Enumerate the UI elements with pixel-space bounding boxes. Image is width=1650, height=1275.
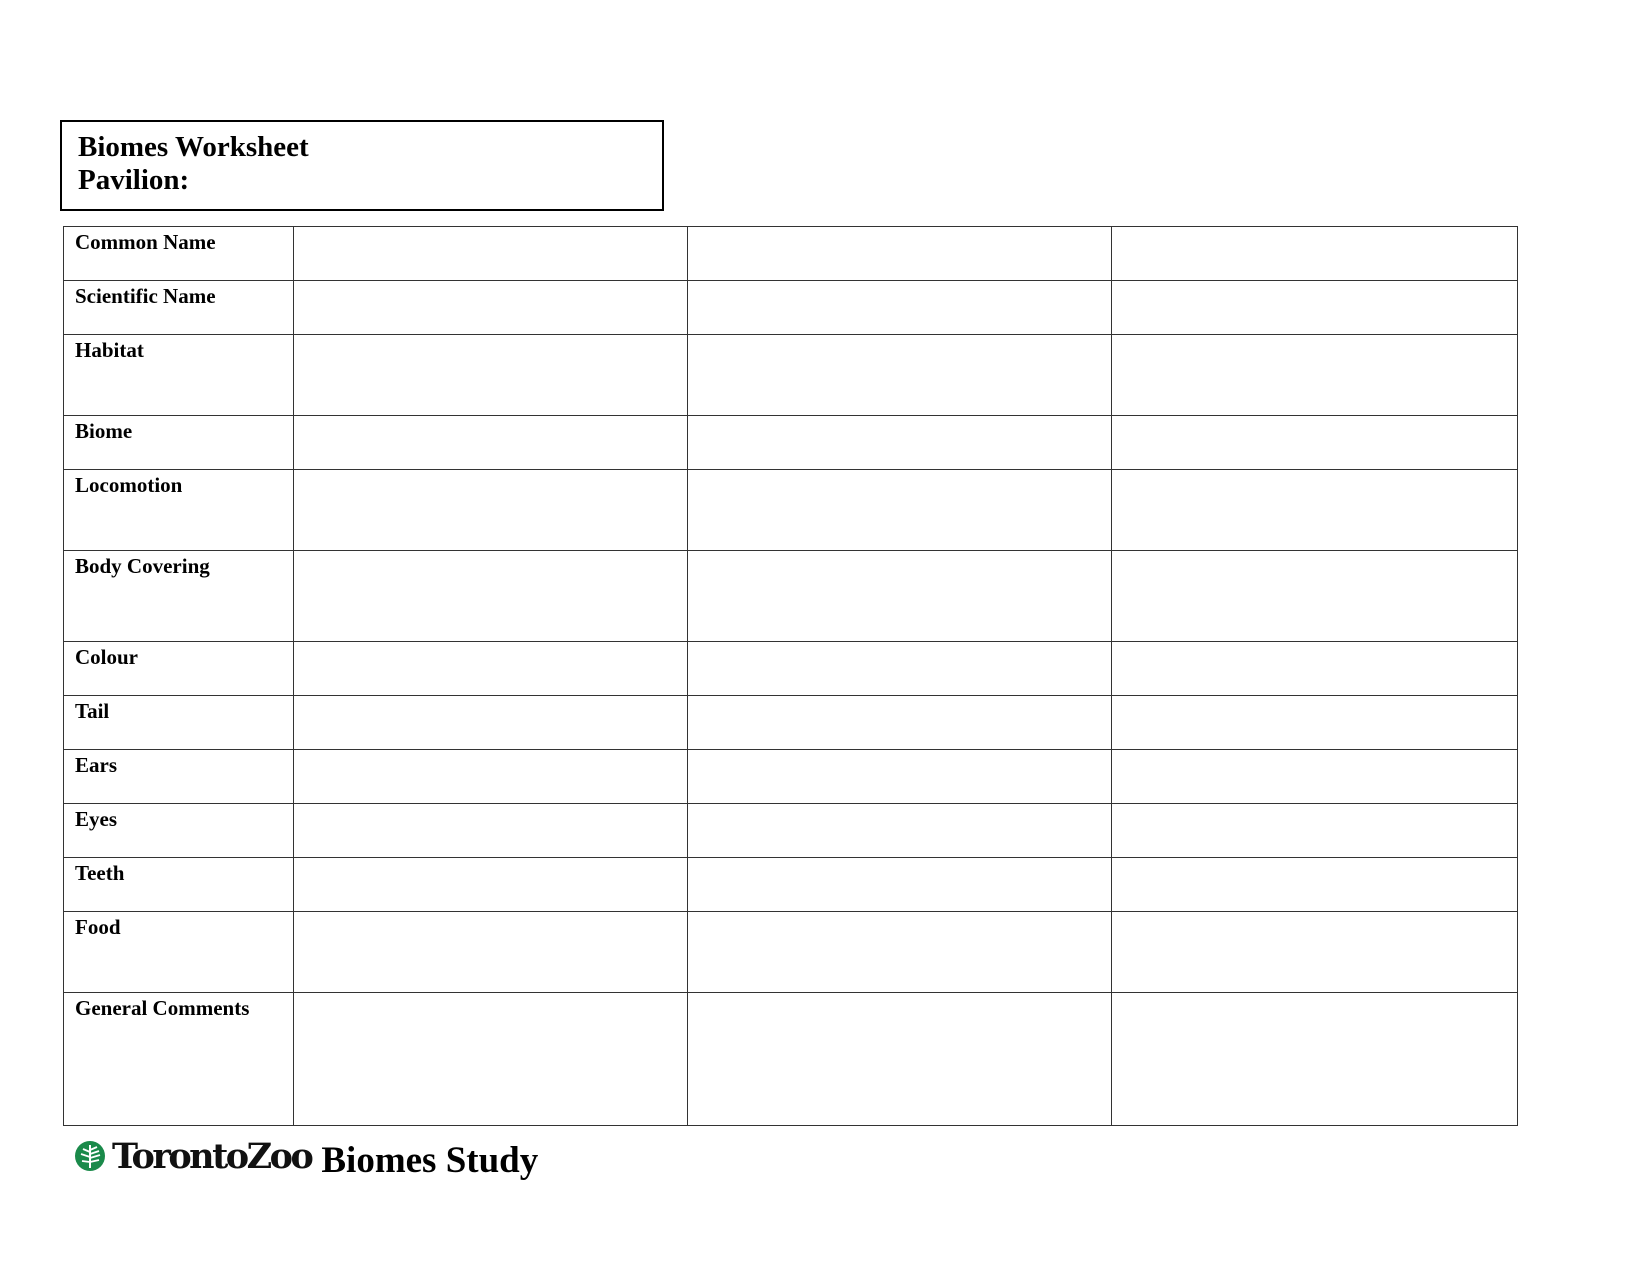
row-label-common-name: Common Name: [64, 227, 294, 281]
row-label-biome: Biome: [64, 416, 294, 470]
table-row: [64, 750, 1518, 804]
answer-cell[interactable]: [688, 227, 1112, 281]
answer-cell[interactable]: [294, 335, 688, 416]
table-row: [64, 227, 1518, 281]
answer-cell[interactable]: [294, 750, 688, 804]
footer-branding: [74, 1132, 538, 1180]
row-label-food: Food: [64, 912, 294, 993]
answer-cell[interactable]: [294, 227, 688, 281]
answer-cell[interactable]: [1112, 281, 1518, 335]
worksheet-title: Biomes Worksheet: [78, 131, 309, 163]
worksheet-table: [63, 226, 1518, 1126]
answer-cell[interactable]: [1112, 804, 1518, 858]
answer-cell[interactable]: [688, 858, 1112, 912]
table-row: [64, 642, 1518, 696]
answer-cell[interactable]: [688, 696, 1112, 750]
row-label-tail: Tail: [64, 696, 294, 750]
table-row: [64, 858, 1518, 912]
answer-cell[interactable]: [294, 642, 688, 696]
answer-cell[interactable]: [688, 416, 1112, 470]
answer-cell[interactable]: [1112, 551, 1518, 642]
row-label-teeth: Teeth: [64, 858, 294, 912]
table-row: [64, 416, 1518, 470]
answer-cell[interactable]: [1112, 470, 1518, 551]
answer-cell[interactable]: [1112, 335, 1518, 416]
answer-cell[interactable]: [688, 804, 1112, 858]
table-row: [64, 696, 1518, 750]
answer-cell[interactable]: [294, 281, 688, 335]
answer-cell[interactable]: [294, 696, 688, 750]
answer-cell[interactable]: [1112, 642, 1518, 696]
answer-cell[interactable]: [688, 335, 1112, 416]
row-label-ears: Ears: [64, 750, 294, 804]
table-row: [64, 804, 1518, 858]
answer-cell[interactable]: [688, 642, 1112, 696]
answer-cell[interactable]: [1112, 912, 1518, 993]
table-row: [64, 335, 1518, 416]
table-row: [64, 551, 1518, 642]
answer-cell[interactable]: [1112, 993, 1518, 1126]
answer-cell[interactable]: [688, 551, 1112, 642]
answer-cell[interactable]: [1112, 750, 1518, 804]
table-row: [64, 912, 1518, 993]
answer-cell[interactable]: [1112, 858, 1518, 912]
answer-cell[interactable]: [1112, 416, 1518, 470]
answer-cell[interactable]: [688, 470, 1112, 551]
answer-cell[interactable]: [294, 551, 688, 642]
study-title: Biomes Study: [321, 1139, 539, 1181]
row-label-general-comments: General Comments: [64, 993, 294, 1126]
answer-cell[interactable]: [294, 804, 688, 858]
row-label-scientific-name: Scientific Name: [64, 281, 294, 335]
logo-wordmark: TorontoZoo: [112, 1135, 312, 1177]
answer-cell[interactable]: [294, 416, 688, 470]
answer-cell[interactable]: [294, 912, 688, 993]
answer-cell[interactable]: [1112, 227, 1518, 281]
toronto-zoo-logo: [74, 1136, 311, 1177]
answer-cell[interactable]: [688, 750, 1112, 804]
row-label-colour: Colour: [64, 642, 294, 696]
table-row: [64, 470, 1518, 551]
answer-cell[interactable]: [688, 993, 1112, 1126]
answer-cell[interactable]: [688, 281, 1112, 335]
tree-icon: [74, 1140, 106, 1172]
row-label-eyes: Eyes: [64, 804, 294, 858]
answer-cell[interactable]: [294, 470, 688, 551]
table-row: [64, 281, 1518, 335]
answer-cell[interactable]: [1112, 696, 1518, 750]
answer-cell[interactable]: [688, 912, 1112, 993]
table-row: [64, 993, 1518, 1126]
pavilion-label: Pavilion:: [78, 164, 190, 196]
row-label-body-covering: Body Covering: [64, 551, 294, 642]
worksheet-title-box: [60, 120, 664, 211]
answer-cell[interactable]: [294, 858, 688, 912]
row-label-locomotion: Locomotion: [64, 470, 294, 551]
answer-cell[interactable]: [294, 993, 688, 1126]
row-label-habitat: Habitat: [64, 335, 294, 416]
